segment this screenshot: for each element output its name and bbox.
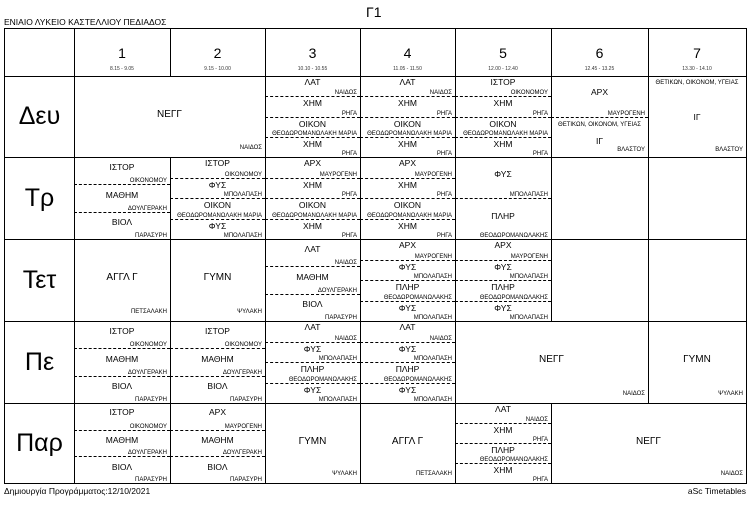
lesson-entry <box>455 157 551 198</box>
column-divider <box>265 29 266 76</box>
column-divider <box>551 29 552 76</box>
subject-name: ΙΓ <box>595 135 604 146</box>
teacher-name: ΠΕΤΣΑΛΑΚΗ <box>415 471 452 477</box>
lesson-entry <box>170 376 265 403</box>
teacher-name: ΘΕΟΔΩΡΟΜΑΝΩΛΑΚΗ ΜΑΡΙΑ <box>367 130 452 137</box>
subject-name: ΑΡΧ <box>590 87 608 98</box>
subject-name: ΜΑΘΗΜ <box>105 353 139 364</box>
teacher-name: ΠΑΡΑΣΥΡΗ <box>230 476 262 483</box>
teacher-name: ΜΑΥΡΟΓΕΝΗ <box>414 253 452 260</box>
lesson-cell <box>455 321 648 403</box>
lesson-cell <box>170 403 265 483</box>
teacher-name: ΟΙΚΟΝΟΜΟΥ <box>129 423 167 430</box>
teacher-name: ΔΟΥΛΓΕΡΑΚΗ <box>222 450 262 457</box>
lesson-cell <box>455 157 551 239</box>
teacher-name: ΡΗΓΑ <box>341 151 357 157</box>
teacher-name: ΘΕΟΔΩΡΟΜΑΝΩΛΑΚΗΣ <box>479 233 548 239</box>
lesson-cell <box>265 239 360 321</box>
subject-name: ΝΕΓΓ <box>636 435 661 447</box>
lesson-cell <box>360 321 455 403</box>
subject-name: ΙΓ <box>693 112 701 123</box>
subject-name: ΟΙΚΟΝ <box>393 200 422 211</box>
lesson-cell <box>265 321 360 403</box>
teacher-name: ΠΑΡΑΣΥΡΗ <box>135 232 167 239</box>
subject-name: ΒΙΟΛ <box>111 217 133 228</box>
lesson-entry <box>74 157 170 184</box>
column-divider <box>551 239 552 321</box>
subject-name: ΛΑΤ <box>399 322 416 333</box>
day-label: Παρ <box>16 428 63 457</box>
lesson-entry <box>265 76 360 96</box>
subject-name: ΧΗΜ <box>303 220 322 231</box>
subject-name: ΧΗΜ <box>493 98 513 109</box>
subject-name: ΧΗΜ <box>493 465 513 475</box>
subject-name: ΒΙΟΛ <box>111 461 133 472</box>
lesson-entry <box>74 348 170 375</box>
teacher-name: ΟΙΚΟΝΟΜΟΥ <box>129 178 167 185</box>
teacher-name: ΜΑΥΡΟΓΕΝΗ <box>607 110 645 117</box>
lesson-entry <box>360 321 455 342</box>
lesson-entry <box>648 76 746 157</box>
subject-name: ΑΡΧ <box>303 158 321 169</box>
teacher-name: ΠΑΡΑΣΥΡΗ <box>135 476 167 483</box>
column-divider <box>551 157 552 239</box>
school-name: ΕΝΙΑΙΟ ΛΥΚΕΙΟ ΚΑΣΤΕΛΛΙΟΥ ΠΕΔΙΑΔΟΣ <box>4 17 167 27</box>
subject-name: ΧΗΜ <box>303 98 322 109</box>
subject-name: ΓΥΜΝ <box>298 435 327 447</box>
subject-name: ΛΑΤ <box>495 404 511 414</box>
lesson-entry <box>360 403 455 483</box>
subject-name: ΟΙΚΟΝ <box>298 200 327 211</box>
teacher-name: ΜΠΟΛΑΠΑΣΗ <box>223 192 262 198</box>
lesson-cell <box>74 321 170 403</box>
teacher-name: ΜΠΟΛΑΠΑΣΗ <box>413 315 452 321</box>
subject-name: ΜΑΘΗΜ <box>296 271 329 282</box>
column-divider <box>170 29 171 76</box>
subject-name: ΧΗΜ <box>398 98 417 109</box>
teacher-name: ΝΑΙΔΟΣ <box>429 335 452 342</box>
subject-name: ΧΗΜ <box>303 138 322 149</box>
lesson-entry <box>265 157 360 178</box>
teacher-name: ΜΠΟΛΑΠΑΣΗ <box>223 233 262 239</box>
day-label: Δευ <box>18 102 61 130</box>
teacher-name: ΝΑΙΔΟΣ <box>622 391 645 397</box>
lesson-entry <box>74 76 265 157</box>
column-divider <box>648 29 649 76</box>
teacher-name: ΡΗΓΑ <box>532 437 548 443</box>
subject-name: ΑΓΓΛ Γ <box>391 435 424 447</box>
teacher-name: ΡΗΓΑ <box>532 477 548 483</box>
lesson-entry <box>265 117 360 137</box>
period-header-1 <box>74 29 170 76</box>
lesson-entry <box>265 383 360 404</box>
subject-name: ΦΥΣ <box>494 168 512 179</box>
class-title: Γ1 <box>366 4 382 20</box>
lesson-entry <box>360 342 455 363</box>
lesson-entry <box>265 403 360 483</box>
teacher-name: ΒΛΑΣΤΟΥ <box>617 147 645 153</box>
subject-name: ΧΗΜ <box>398 220 417 231</box>
subject-name: ΝΕΓΓ <box>157 109 182 121</box>
subject-name: ΧΗΜ <box>303 179 322 190</box>
lesson-cell <box>551 76 648 157</box>
subject-name: ΟΙΚΟΝ <box>393 118 422 129</box>
subject-name: ΜΑΘΗΜ <box>201 353 234 364</box>
teacher-name: ΡΗΓΑ <box>436 110 452 117</box>
student-group: ΘΕΤΙΚΩΝ, ΟΙΚΟΝΟΜ, ΥΓΕΙΑΣ <box>655 80 739 86</box>
lesson-entry <box>170 403 265 430</box>
lesson-entry <box>455 423 551 443</box>
teacher-name: ΝΑΙΔΟΣ <box>334 335 357 342</box>
column-divider <box>360 29 361 76</box>
teacher-name: ΜΑΥΡΟΓΕΝΗ <box>510 253 548 260</box>
lesson-entry <box>265 198 360 219</box>
lesson-cell <box>74 239 170 321</box>
lesson-entry <box>360 198 455 219</box>
lesson-entry <box>74 456 170 483</box>
subject-name: ΦΥΣ <box>398 302 417 313</box>
lesson-entry <box>170 178 265 199</box>
lesson-entry <box>74 321 170 348</box>
lesson-cell <box>648 321 746 403</box>
subject-name: ΠΛΗΡ <box>491 210 515 221</box>
lesson-entry <box>360 96 455 116</box>
period-time: 11.05 - 11.50 <box>393 66 422 72</box>
lesson-cell <box>74 403 170 483</box>
lesson-entry <box>74 184 170 211</box>
lesson-entry <box>265 96 360 116</box>
subject-name: ΠΛΗΡ <box>395 364 420 375</box>
subject-name: ΛΑΤ <box>304 243 321 254</box>
timetable-grid <box>4 28 747 484</box>
subject-name: ΑΓΓΛ Γ <box>106 272 138 284</box>
period-number: 3 <box>308 45 317 61</box>
subject-name: ΦΥΣ <box>398 261 417 272</box>
period-time: 8.15 - 9.05 <box>110 66 134 72</box>
teacher-name: ΘΕΟΔΩΡΟΜΑΝΩΛΑΚΗΣ <box>383 376 452 383</box>
day-label: Πε <box>24 347 55 376</box>
lesson-entry <box>265 362 360 383</box>
teacher-name: ΜΑΥΡΟΓΕΝΗ <box>224 423 262 430</box>
lesson-entry <box>360 301 455 322</box>
period-number: 6 <box>595 45 604 61</box>
column-divider <box>455 29 456 76</box>
lesson-entry <box>551 76 648 117</box>
lesson-entry <box>360 280 455 301</box>
lesson-cell <box>360 157 455 239</box>
subject-name: ΜΑΘΗΜ <box>201 434 234 445</box>
teacher-name: ΜΑΥΡΟΓΕΝΗ <box>414 171 452 178</box>
lesson-cell <box>360 76 455 157</box>
teacher-name: ΠΑΡΑΣΥΡΗ <box>325 314 357 321</box>
lesson-entry <box>170 321 265 348</box>
teacher-name: ΡΗΓΑ <box>436 192 452 198</box>
period-header-4 <box>360 29 455 76</box>
lesson-cell <box>455 76 551 157</box>
lesson-entry <box>265 239 360 266</box>
subject-name: ΑΡΧ <box>398 158 416 169</box>
lesson-entry <box>455 198 551 239</box>
lesson-cell <box>455 239 551 321</box>
lesson-entry <box>455 403 551 423</box>
subject-name: ΑΡΧ <box>208 407 226 418</box>
lesson-cell <box>360 403 455 483</box>
subject-name: ΠΛΗΡ <box>491 445 515 455</box>
lesson-entry <box>551 403 746 483</box>
period-time: 10.10 - 10.55 <box>297 66 328 72</box>
teacher-name: ΠΑΡΑΣΥΡΗ <box>135 396 167 403</box>
teacher-name: ΜΠΟΛΑΠΑΣΗ <box>509 274 548 280</box>
subject-name: ΙΣΤΟΡ <box>205 325 230 336</box>
lesson-cell <box>455 403 551 483</box>
period-number: 5 <box>499 45 507 61</box>
software-credit: aSc Timetables <box>687 486 746 496</box>
lesson-entry <box>265 321 360 342</box>
subject-name: ΙΣΤΟΡ <box>205 158 230 169</box>
teacher-name: ΘΕΟΔΩΡΟΜΑΝΩΛΑΚΗ ΜΑΡΙΑ <box>272 130 357 137</box>
lesson-cell <box>74 76 265 157</box>
subject-name: ΙΣΤΟΡ <box>109 161 135 172</box>
lesson-entry <box>360 239 455 260</box>
lesson-entry <box>455 239 551 260</box>
teacher-name: ΒΛΑΣΤΟΥ <box>715 147 743 153</box>
lesson-entry <box>74 239 170 321</box>
lesson-entry <box>74 430 170 457</box>
teacher-name: ΟΙΚΟΝΟΜΟΥ <box>129 342 167 349</box>
subject-name: ΠΛΗΡ <box>300 364 325 375</box>
period-time: 13.30 - 14.10 <box>682 66 712 72</box>
teacher-name: ΘΕΟΔΩΡΟΜΑΝΩΛΑΚΗ ΜΑΡΙΑ <box>367 212 452 219</box>
lesson-cell <box>360 239 455 321</box>
lesson-entry <box>74 376 170 403</box>
teacher-name: ΔΟΥΛΓΕΡΑΚΗ <box>127 450 167 457</box>
teacher-name: ΝΑΙΔΟΣ <box>429 90 452 97</box>
teacher-name: ΜΠΟΛΑΠΑΣΗ <box>413 397 452 403</box>
subject-name: ΙΣΤΟΡ <box>490 77 516 88</box>
teacher-name: ΘΕΟΔΩΡΟΜΑΝΩΛΑΚΗ ΜΑΡΙΑ <box>177 212 262 219</box>
subject-name: ΒΙΟΛ <box>207 461 228 472</box>
lesson-cell <box>265 403 360 483</box>
subject-name: ΜΑΘΗΜ <box>105 189 139 200</box>
teacher-name: ΜΑΥΡΟΓΕΝΗ <box>319 171 357 178</box>
lesson-cell <box>648 76 746 157</box>
teacher-name: ΡΗΓΑ <box>532 110 548 117</box>
teacher-name: ΠΑΡΑΣΥΡΗ <box>230 396 262 403</box>
lesson-entry <box>74 212 170 239</box>
lesson-entry <box>360 157 455 178</box>
subject-name: ΦΥΣ <box>303 384 322 395</box>
lesson-entry <box>170 157 265 178</box>
teacher-name: ΡΗΓΑ <box>436 233 452 239</box>
period-header-6 <box>551 29 648 76</box>
teacher-name: ΘΕΟΔΩΡΟΜΑΝΩΛΑΚΗΣ <box>288 376 357 383</box>
period-number: 2 <box>213 45 222 61</box>
subject-name: ΦΥΣ <box>398 384 417 395</box>
lesson-entry <box>170 198 265 219</box>
subject-name: ΧΗΜ <box>493 425 513 435</box>
lesson-entry <box>360 219 455 240</box>
teacher-name: ΔΟΥΛΓΕΡΑΚΗ <box>127 369 167 376</box>
lesson-entry <box>265 219 360 240</box>
teacher-name: ΡΗΓΑ <box>341 192 357 198</box>
teacher-name: ΔΟΥΛΓΕΡΑΚΗ <box>127 205 167 212</box>
teacher-name: ΨΥΛΑΚΗ <box>237 309 262 315</box>
subject-name: ΠΛΗΡ <box>491 282 515 293</box>
day-label: Τετ <box>22 265 57 294</box>
subject-name: ΟΙΚΟΝ <box>298 118 327 129</box>
teacher-name: ΘΕΟΔΩΡΟΜΑΝΩΛΑΚΗ ΜΑΡΙΑ <box>463 130 548 137</box>
period-number: 7 <box>693 45 701 61</box>
teacher-name: ΟΙΚΟΝΟΜΟΥ <box>224 342 262 349</box>
lesson-entry <box>648 321 746 403</box>
teacher-name: ΜΠΟΛΑΠΑΣΗ <box>413 356 452 362</box>
lesson-entry <box>455 280 551 301</box>
lesson-entry <box>455 443 551 463</box>
lesson-cell <box>265 157 360 239</box>
teacher-name: ΜΠΟΛΑΠΑΣΗ <box>509 315 548 321</box>
teacher-name: ΝΑΙΔΟΣ <box>720 471 743 477</box>
subject-name: ΦΥΣ <box>494 302 512 313</box>
period-number: 4 <box>403 45 412 61</box>
teacher-name: ΨΥΛΑΚΗ <box>332 471 357 477</box>
lesson-cell <box>170 239 265 321</box>
lesson-entry <box>455 321 648 403</box>
lesson-entry <box>170 239 265 321</box>
subject-name: ΧΗΜ <box>493 138 513 149</box>
teacher-name: ΜΠΟΛΑΠΑΣΗ <box>318 397 357 403</box>
period-header-7 <box>648 29 746 76</box>
teacher-name: ΔΟΥΛΓΕΡΑΚΗ <box>317 287 357 294</box>
teacher-name: ΠΕΤΣΑΛΑΚΗ <box>130 309 167 315</box>
subject-name: ΒΙΟΛ <box>207 381 228 392</box>
teacher-name: ΡΗΓΑ <box>436 151 452 157</box>
teacher-name: ΔΟΥΛΓΕΡΑΚΗ <box>222 369 262 376</box>
teacher-name: ΨΥΛΑΚΗ <box>718 391 743 397</box>
subject-name: ΝΕΓΓ <box>539 354 564 366</box>
teacher-name: ΟΙΚΟΝΟΜΟΥ <box>224 171 262 178</box>
teacher-name: ΝΑΙΔΟΣ <box>525 417 548 423</box>
period-number: 1 <box>118 45 126 61</box>
lesson-entry <box>360 76 455 96</box>
teacher-name: ΝΑΙΔΟΣ <box>334 260 357 267</box>
lesson-entry <box>170 348 265 375</box>
teacher-name: ΝΑΙΔΟΣ <box>239 145 262 151</box>
subject-name: ΟΙΚΟΝ <box>489 118 517 129</box>
lesson-entry <box>360 362 455 383</box>
lesson-entry <box>265 294 360 321</box>
teacher-name: ΝΑΙΔΟΣ <box>334 90 357 97</box>
lesson-entry <box>551 117 648 158</box>
teacher-name: ΡΗΓΑ <box>341 110 357 117</box>
lesson-entry <box>265 178 360 199</box>
teacher-name: ΡΗΓΑ <box>341 233 357 239</box>
teacher-name: ΜΠΟΛΑΠΑΣΗ <box>509 192 548 198</box>
lesson-entry <box>360 178 455 199</box>
lesson-entry <box>455 463 551 483</box>
lesson-cell <box>74 157 170 239</box>
lesson-cell <box>170 157 265 239</box>
lesson-entry <box>360 260 455 281</box>
period-time: 9.15 - 10.00 <box>204 66 231 72</box>
lesson-entry <box>170 430 265 457</box>
subject-name: ΛΑΤ <box>304 322 321 333</box>
subject-name: ΦΥΣ <box>208 179 227 190</box>
teacher-name: ΘΕΟΔΩΡΟΜΑΝΩΛΑΚΗΣ <box>479 457 548 463</box>
subject-name: ΟΙΚΟΝ <box>203 200 232 211</box>
lesson-entry <box>360 137 455 157</box>
lesson-entry <box>360 117 455 137</box>
column-divider <box>648 157 649 239</box>
subject-name: ΦΥΣ <box>303 343 322 354</box>
subject-name: ΒΙΟΛ <box>111 381 133 392</box>
teacher-name: ΜΠΟΛΑΠΑΣΗ <box>413 274 452 280</box>
teacher-name: ΜΠΟΛΑΠΑΣΗ <box>318 356 357 362</box>
period-time: 12.00 - 12.40 <box>488 66 518 72</box>
period-header-3 <box>265 29 360 76</box>
lesson-entry <box>455 96 551 116</box>
column-divider <box>74 29 75 76</box>
lesson-entry <box>360 383 455 404</box>
lesson-entry <box>74 403 170 430</box>
subject-name: ΓΥΜΝ <box>683 354 711 366</box>
creation-date: Δημιουργία Προγράμματος:12/10/2021 <box>4 486 151 496</box>
subject-name: ΓΥΜΝ <box>203 272 232 284</box>
subject-name: ΛΑΤ <box>304 77 321 88</box>
lesson-cell <box>170 321 265 403</box>
subject-name: ΦΥΣ <box>208 220 227 231</box>
period-time: 12.45 - 13.25 <box>584 66 615 72</box>
subject-name: ΙΣΤΟΡ <box>109 407 135 418</box>
lesson-entry <box>455 260 551 281</box>
lesson-entry <box>265 342 360 363</box>
teacher-name: ΘΕΟΔΩΡΟΜΑΝΩΛΑΚΗΣ <box>383 294 452 301</box>
subject-name: ΜΑΘΗΜ <box>105 434 139 445</box>
student-group: ΘΕΤΙΚΩΝ, ΟΙΚΟΝΟΜ, ΥΓΕΙΑΣ <box>558 121 641 128</box>
subject-name: ΛΑΤ <box>399 77 416 88</box>
subject-name: ΑΡΧ <box>494 240 512 251</box>
lesson-entry <box>455 301 551 322</box>
subject-name: ΦΥΣ <box>494 261 512 272</box>
day-label: Τρ <box>24 183 55 212</box>
period-header-2 <box>170 29 265 76</box>
subject-name: ΑΡΧ <box>398 240 416 251</box>
subject-name: ΒΙΟΛ <box>302 299 323 310</box>
teacher-name: ΟΙΚΟΝΟΜΟΥ <box>510 90 548 97</box>
teacher-name: ΘΕΟΔΩΡΟΜΑΝΩΛΑΚΗ ΜΑΡΙΑ <box>272 212 357 219</box>
subject-name: ΙΣΤΟΡ <box>109 325 135 336</box>
subject-name: ΠΛΗΡ <box>395 282 420 293</box>
lesson-entry <box>265 137 360 157</box>
lesson-cell <box>265 76 360 157</box>
column-divider <box>648 239 649 321</box>
teacher-name: ΡΗΓΑ <box>532 151 548 157</box>
lesson-entry <box>170 456 265 483</box>
lesson-entry <box>170 219 265 240</box>
subject-name: ΦΥΣ <box>398 343 417 354</box>
lesson-cell <box>551 403 746 483</box>
teacher-name: ΘΕΟΔΩΡΟΜΑΝΩΛΑΚΗΣ <box>479 294 548 301</box>
lesson-entry <box>455 117 551 137</box>
subject-name: ΧΗΜ <box>398 179 417 190</box>
subject-name: ΧΗΜ <box>398 138 417 149</box>
period-header-5 <box>455 29 551 76</box>
lesson-entry <box>265 266 360 293</box>
lesson-entry <box>455 137 551 157</box>
lesson-entry <box>455 76 551 96</box>
